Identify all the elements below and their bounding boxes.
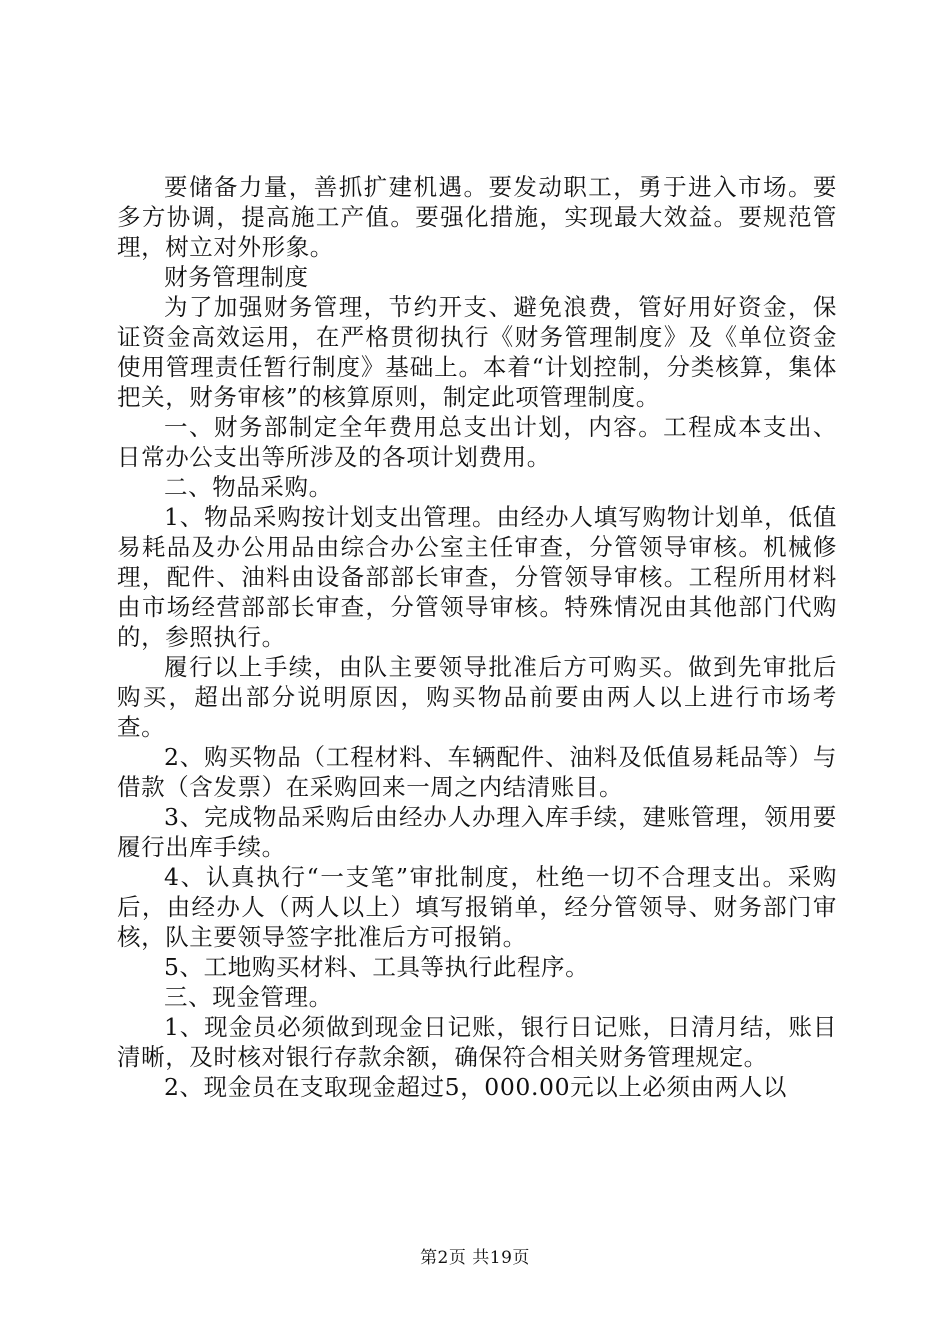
paragraph-procurement-2: 2、购买物品（工程材料、车辆配件、油料及低值易耗品等）与借款（含发票）在采购回来一周之内结清账目。	[117, 743, 837, 801]
paragraph-intro: 要储备力量，善抓扩建机遇。要发动职工，勇于进入市场。要多方协调，提高施工产值。要强化措施，实现最大效益。要规范管理，树立对外形象。	[117, 173, 837, 261]
paragraph-cash-1: 1、现金员必须做到现金日记账，银行日记账，日清月结，账目清晰，及时核对银行存款余额，确保符合相关财务管理规定。	[117, 1013, 837, 1071]
paragraph-procurement-5: 5、工地购买材料、工具等执行此程序。	[164, 953, 590, 981]
heading-cash-management: 三、现金管理。	[164, 983, 333, 1011]
section-title: 财务管理制度	[164, 263, 309, 291]
paragraph-cash-2: 2、现金员在支取现金超过5，000.00元以上必须由两人以	[164, 1073, 788, 1101]
paragraph-procurement-3: 3、完成物品采购后由经办人办理入库手续，建账管理，领用要履行出库手续。	[117, 803, 837, 861]
paragraph-purpose: 为了加强财务管理，节约开支、避免浪费，管好用好资金，保证资金高效运用，在严格贯彻执行《财务管理制度》及《单位资金使用管理责任暂行制度》基础上。本着“计划控制，分类核算，集体把关，财务审核”的核算原则，制定此项管理制度。	[117, 293, 837, 411]
document-body	[117, 172, 837, 1102]
paragraph-procurement-4: 4、认真执行“一支笔”审批制度，杜绝一切不合理支出。采购后，由经办人（两人以上）填写报销单，经分管领导、财务部门审核，队主要领导签字批准后方可报销。	[117, 863, 837, 951]
paragraph-procurement-approval: 履行以上手续，由队主要领导批准后方可购买。做到先审批后购买，超出部分说明原因，购买物品前要由两人以上进行市场考查。	[117, 653, 837, 741]
paragraph-item-1: 一、财务部制定全年费用总支出计划，内容。工程成本支出、日常办公支出等所涉及的各项计划费用。	[117, 413, 837, 471]
paragraph-procurement-1: 1、物品采购按计划支出管理。由经办人填写购物计划单，低值易耗品及办公用品由综合办公室主任审查，分管领导审核。机械修理，配件、油料由设备部部长审查，分管领导审核。工程所用材料由市场经营部部长审查，分管领导审核。特殊情况由其他部门代购的，参照执行。	[117, 503, 837, 651]
page-number-footer: 第2页 共19页	[420, 1248, 530, 1268]
heading-procurement: 二、物品采购。	[164, 473, 333, 501]
